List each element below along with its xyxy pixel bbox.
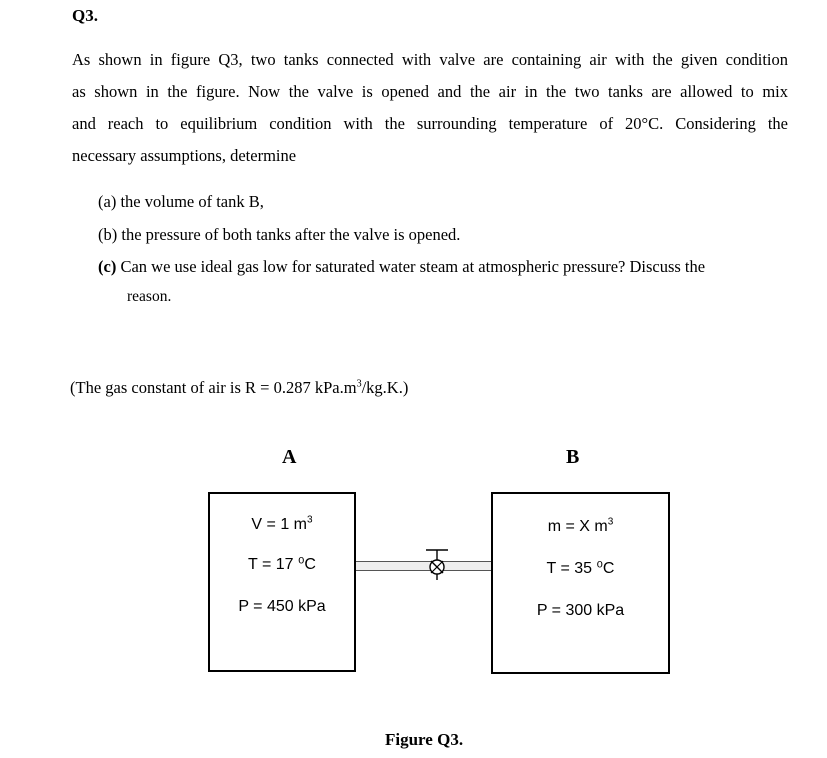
intro-line: necessary assumptions, determine — [72, 146, 297, 165]
part-c-continuation: reason. — [127, 288, 172, 305]
intro-line: As shown in figure Q3, two tanks connected with valve are containing air with the given condition — [72, 50, 788, 69]
intro-line: and reach to equilibrium condition with the surrounding temperature of 20°C. Considering the — [72, 114, 788, 133]
gas-constant-sup: 3 — [356, 378, 362, 390]
part-text: Can we use ideal gas low for saturated water steam at atmospheric pressure? Discuss the — [120, 257, 706, 276]
part-label: (b) — [98, 225, 118, 244]
tank-a-volume-sup: 3 — [307, 514, 313, 526]
tank-b-mass-text: m = X m — [547, 518, 608, 535]
intro-line: as shown in the figure. Now the valve is opened and the air in the two tanks are allowed to mix — [72, 82, 788, 101]
tank-b-pressure: P = 300 kPa — [536, 602, 625, 619]
tank-b-label: B — [566, 446, 580, 468]
figure-caption: Figure Q3. — [385, 730, 464, 749]
tank-b-mass-sup: 3 — [607, 516, 614, 528]
tank-b-temperature: T = 35 ⁰C — [546, 560, 615, 577]
tank-a-temperature: T = 17 ⁰C — [248, 556, 316, 573]
tank-a-volume-text: V = 1 m — [251, 516, 307, 533]
tank-a-label: A — [282, 446, 297, 468]
gas-constant-prefix: (The gas constant of air is R = 0.287 kPa.m — [70, 378, 357, 397]
tank-a — [208, 492, 356, 672]
valve-icon — [420, 546, 454, 586]
part-label: (c) — [98, 257, 117, 276]
tank-a-volume — [210, 516, 354, 534]
part-text: the volume of tank B, — [120, 192, 264, 211]
question-intro — [72, 44, 788, 172]
part-c — [98, 257, 705, 277]
part-label: (a) — [98, 192, 117, 211]
part-b — [98, 225, 460, 245]
part-a — [98, 192, 264, 212]
tank-b-mass — [493, 518, 668, 536]
tank-b — [491, 492, 670, 674]
part-text: the pressure of both tanks after the valve is opened. — [121, 225, 461, 244]
gas-constant-note — [70, 378, 408, 398]
gas-constant-suffix: /kg.K.) — [361, 378, 409, 397]
tank-a-pressure: P = 450 kPa — [238, 598, 326, 615]
question-number: Q3. — [72, 6, 98, 25]
